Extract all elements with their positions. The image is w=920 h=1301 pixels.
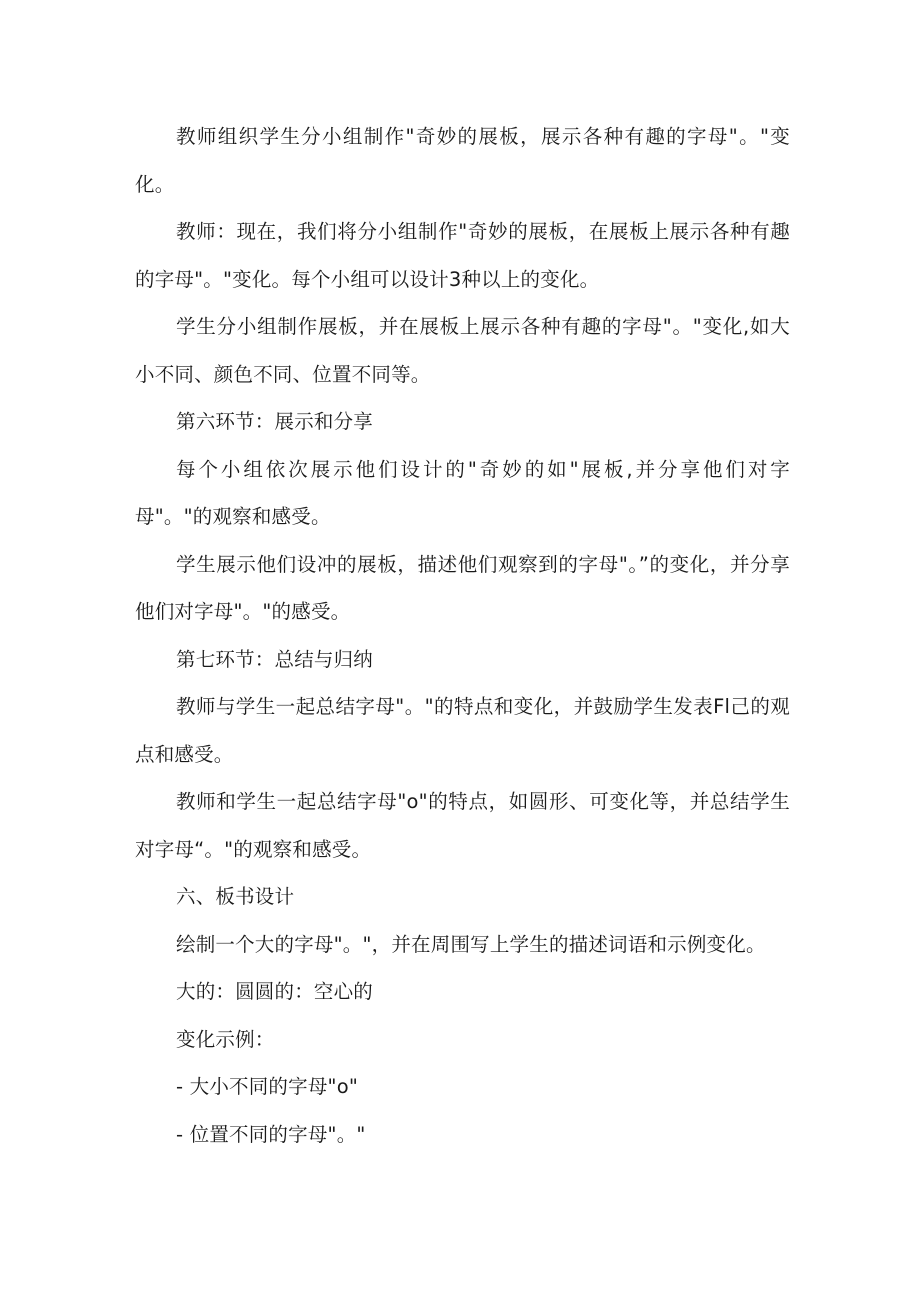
paragraph-10: 变化示例：	[176, 1027, 275, 1051]
paragraph-1: 教师组织学生分小组制作"奇妙的展板，展示各种有趣的字母"。"变化。	[135, 125, 790, 196]
document-body	[135, 113, 790, 1158]
paragraph-5: 学生展示他们设冲的展板，描述他们观察到的字母"。”的变化，并分享他们对字母"。"的感受。	[135, 552, 790, 623]
section-heading-6: 第六环节：展示和分享	[176, 410, 374, 433]
paragraph-9: 大的：圆圆的：空心的	[176, 980, 374, 1003]
section-heading-board-design: 六、板书设计	[176, 885, 295, 908]
paragraph-8: 绘制一个大的字母"。"，并在周围写上学生的描述词语和示例变化。	[176, 932, 766, 956]
paragraph-6: 教师与学生一起总结字母"。"的特点和变化，并鼓励学生发表Fl己的观点和感受。	[135, 695, 790, 766]
list-item-1: - 大小不同的字母"o"	[176, 1075, 359, 1098]
section-heading-7: 第七环节：总结与归纳	[176, 647, 374, 671]
list-item-2: - 位置不同的字母"。"	[176, 1122, 366, 1146]
paragraph-7: 教师和学生一起总结字母"o"的特点，如圆形、可变化等，并总结学生对字母“。"的观察和感受。	[135, 790, 790, 861]
paragraph-3: 学生分小组制作展板，并在展板上展示各种有趣的字母"。"变化,如大小不同、颜色不同、位置不同等。	[135, 315, 790, 386]
paragraph-4: 每个小组依次展示他们设计的"奇妙的如"展板,并分享他们对字母"。"的观察和感受。	[135, 457, 790, 528]
paragraph-2: 教师：现在，我们将分小组制作"奇妙的展板，在展板上展示各种有趣的字母"。"变化。每个小组可以设计3种以上的变化。	[135, 220, 790, 291]
